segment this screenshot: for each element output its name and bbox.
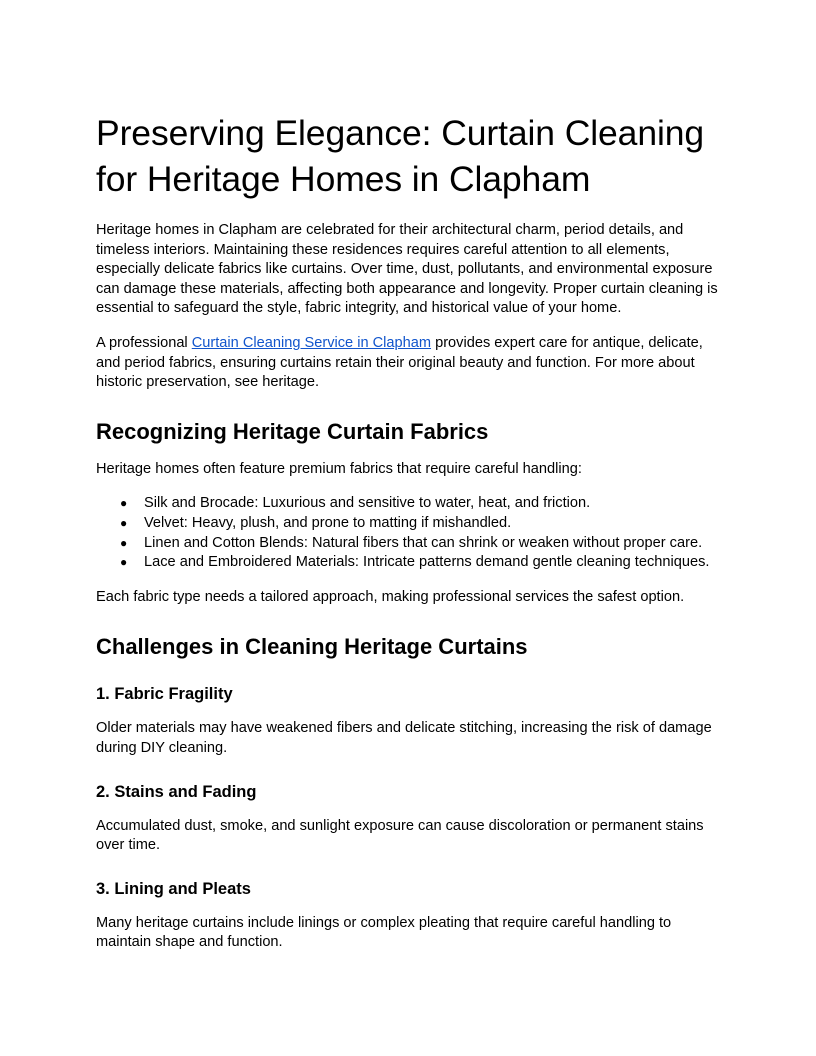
bullet-icon: ●	[120, 496, 128, 511]
service-paragraph-before: A professional	[96, 334, 192, 351]
lining-pleats-paragraph: Many heritage curtains include linings or complex pleating that require careful handling to maintain shape and function.	[96, 914, 672, 951]
subheading-stains-fading: 2. Stains and Fading	[96, 782, 257, 801]
fabrics-closing-paragraph: Each fabric type needs a tailored approach, making professional services the safest option.	[96, 588, 685, 605]
intro-paragraph: Heritage homes in Clapham are celebrated for their architectural charm, period details, and timeless interiors. Maintaining these residences requires careful attention to all elements, especially delicate fabrics like curtains. Over time, dust, pollutants, and environmental exposure can damage these materials, affecting both appearance and longevity. Proper curtain cleaning is essential to safeguard the style, fabric integrity, and historical value of your home.	[96, 222, 718, 317]
list-item: ● Lace and Embroidered Materials: Intricate patterns demand gentle cleaning techniques.	[96, 553, 720, 573]
service-paragraph-after: provides expert care for antique, delicate, and period fabrics, ensuring curtains retain their original beauty and function. For more about historic preservation, see heritage.	[96, 334, 703, 391]
bullet-icon: ●	[120, 555, 128, 570]
document-title: Preserving Elegance: Curtain Cleaning for Heritage Homes in Clapham	[96, 113, 705, 199]
fabric-fragility-paragraph: Older materials may have weakened fibers and delicate stitching, increasing the risk of damage during DIY cleaning.	[96, 720, 712, 756]
bullet-icon: ●	[120, 515, 128, 530]
fabric-list	[96, 494, 720, 572]
section-heading-fabrics: Recognizing Heritage Curtain Fabrics	[96, 418, 489, 444]
section-heading-challenges: Challenges in Cleaning Heritage Curtains	[96, 634, 528, 660]
bullet-icon: ●	[120, 535, 128, 550]
list-item: ● Silk and Brocade: Luxurious and sensitive to water, heat, and friction.	[96, 494, 720, 514]
list-item: ● Linen and Cotton Blends: Natural fibers that can shrink or weaken without proper care.	[96, 534, 720, 554]
stains-fading-paragraph: Accumulated dust, smoke, and sunlight exposure can cause discoloration or permanent stains over time.	[96, 817, 704, 854]
service-paragraph	[96, 334, 720, 393]
fabrics-lead-paragraph: Heritage homes often feature premium fabrics that require careful handling:	[96, 460, 582, 477]
curtain-cleaning-service-link[interactable]: Curtain Cleaning Service in Clapham	[191, 334, 432, 351]
subheading-fabric-fragility: 1. Fabric Fragility	[96, 685, 233, 704]
subheading-lining-pleats: 3. Lining and Pleats	[96, 879, 251, 898]
list-item: ● Velvet: Heavy, plush, and prone to matting if mishandled.	[96, 514, 720, 534]
